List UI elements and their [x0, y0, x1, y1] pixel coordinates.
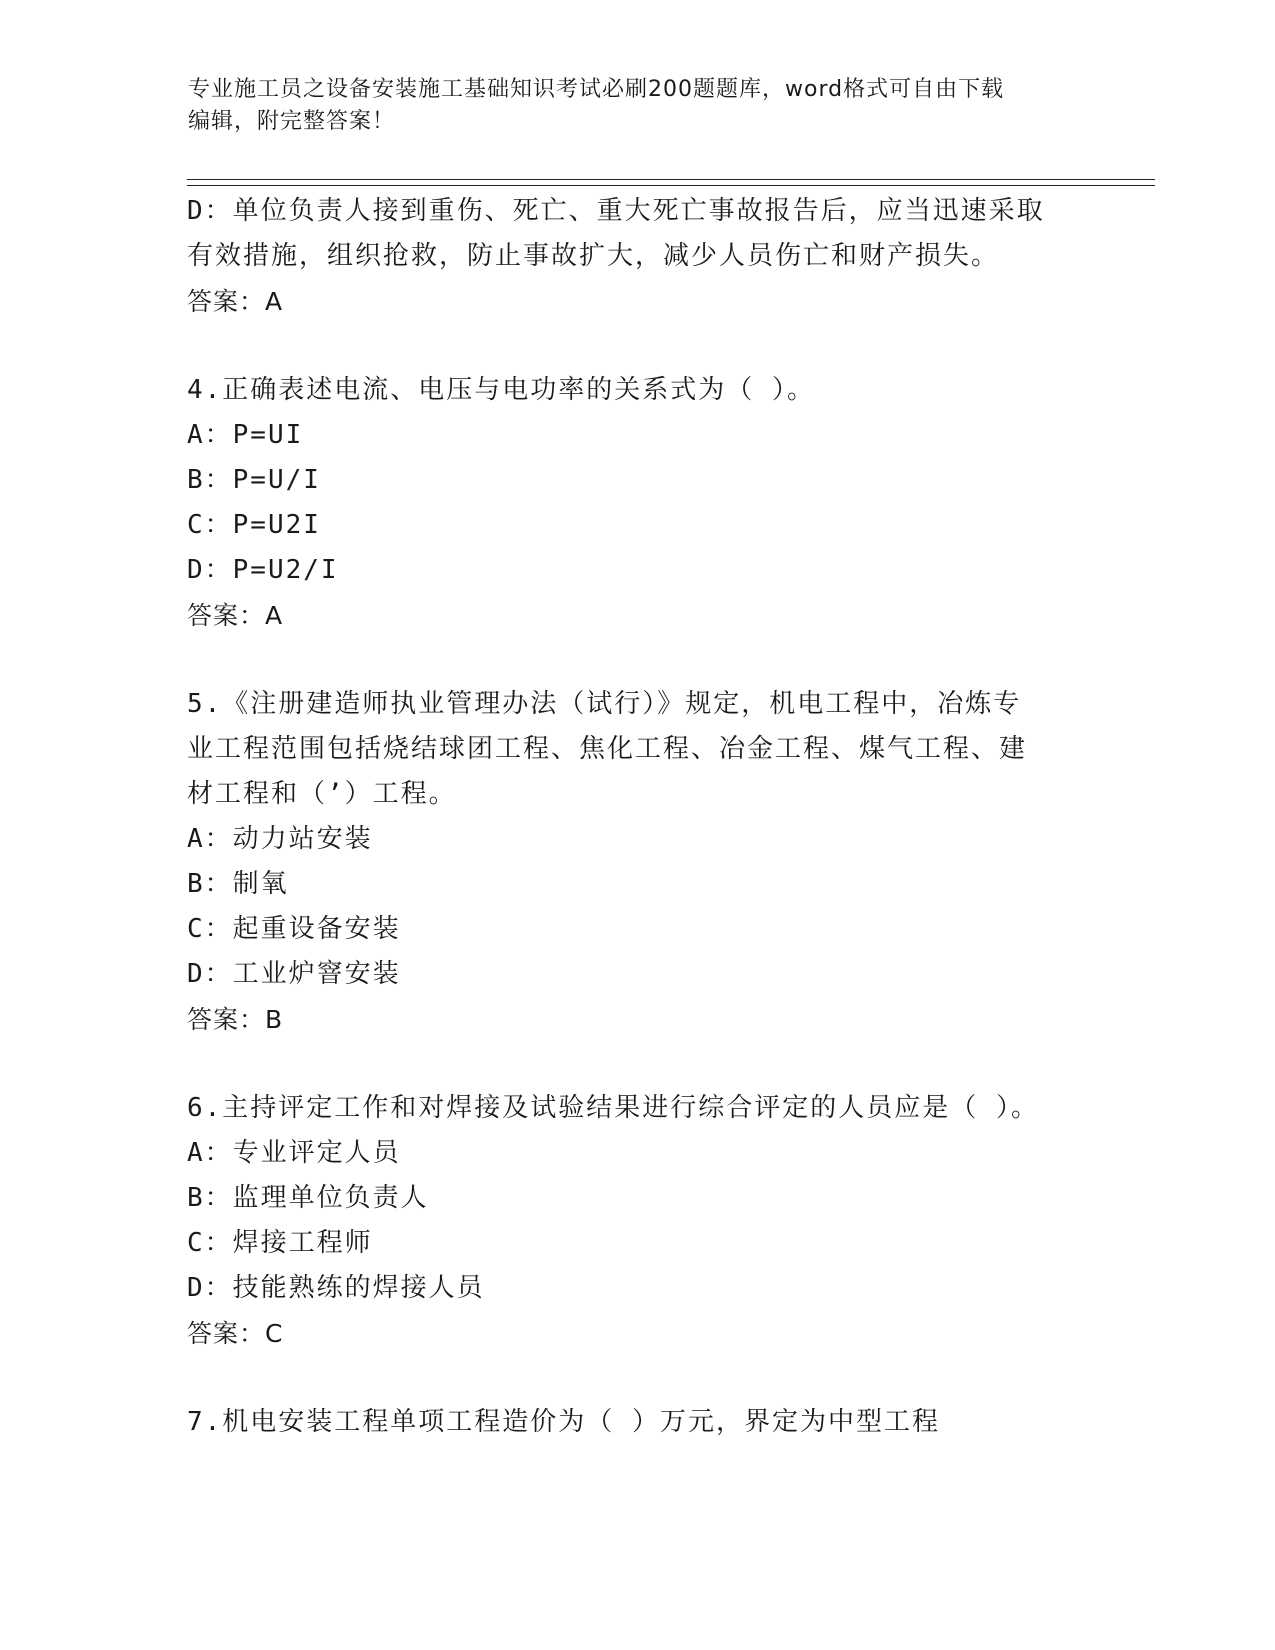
- option-c: C：焊接工程师: [187, 1228, 373, 1258]
- spacer: [187, 1356, 1117, 1400]
- answer: 答案：B: [187, 1005, 284, 1034]
- option-b: B：监理单位负责人: [187, 1183, 429, 1213]
- question-text-line-1: 5.《注册建造师执业管理办法（试行）》规定，机电工程中，冶炼专: [187, 689, 1022, 719]
- question-text: 4.正确表述电流、电压与电功率的关系式为（ ）。: [187, 375, 815, 405]
- option-c: C：起重设备安装: [187, 914, 401, 944]
- question-5: [187, 682, 1117, 1042]
- question-3-tail: [187, 189, 1117, 324]
- question-6: [187, 1086, 1117, 1356]
- option-a: A：专业评定人员: [187, 1138, 401, 1168]
- option-c: C：P=U2I: [187, 510, 321, 540]
- document-header: [188, 74, 1068, 138]
- option-d: D：技能熟练的焊接人员: [187, 1273, 485, 1303]
- question-4: [187, 368, 1117, 638]
- question-text-line-2: 业工程范围包括烧结球团工程、焦化工程、冶金工程、煤气工程、建: [187, 734, 1028, 764]
- option-b: B：制氧: [187, 869, 289, 899]
- answer: 答案：A: [187, 287, 284, 316]
- header-title-line-2: 编辑，附完整答案！: [188, 109, 396, 134]
- question-7: [187, 1400, 1117, 1445]
- option-b: B：P=U/I: [187, 465, 321, 495]
- option-d: D：P=U2/I: [187, 555, 339, 585]
- question-text: 7.机电安装工程单项工程造价为（ ）万元，界定为中型工程: [187, 1407, 940, 1437]
- header-title-line-1: 专业施工员之设备安装施工基础知识考试必刷200题题库，word格式可自由下载: [188, 77, 1005, 102]
- header-divider: [187, 179, 1155, 186]
- option-d-line-2: 有效措施，组织抢救，防止事故扩大，减少人员伤亡和财产损失。: [187, 241, 1000, 271]
- answer: 答案：A: [187, 601, 284, 630]
- spacer: [187, 1042, 1117, 1086]
- question-text: 6.主持评定工作和对焊接及试验结果进行综合评定的人员应是（ ）。: [187, 1093, 1039, 1123]
- spacer: [187, 324, 1117, 368]
- option-d-line-1: D：单位负责人接到重伤、死亡、重大死亡事故报告后，应当迅速采取: [187, 196, 1045, 226]
- question-text-line-3: 材工程和（’）工程。: [187, 779, 457, 809]
- spacer: [187, 638, 1117, 682]
- option-a: A：动力站安装: [187, 824, 373, 854]
- option-a: A：P=UI: [187, 420, 304, 450]
- document-body: [187, 189, 1117, 1445]
- option-d: D：工业炉窨安装: [187, 959, 401, 989]
- answer: 答案：C: [187, 1319, 284, 1348]
